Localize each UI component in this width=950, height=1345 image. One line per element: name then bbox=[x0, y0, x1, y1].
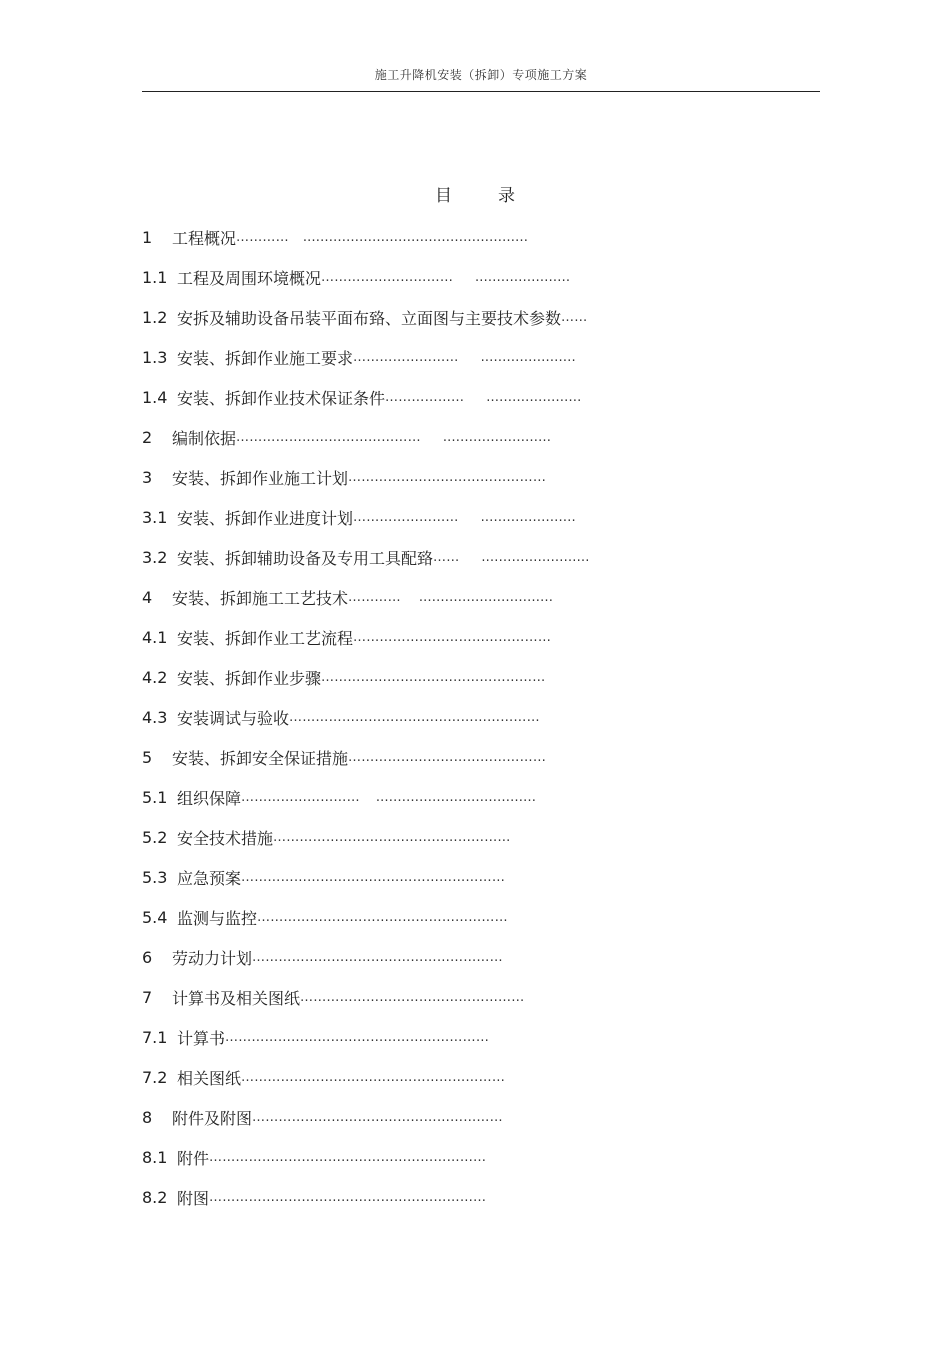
toc-leader-dots: ……………………… bbox=[241, 789, 360, 805]
toc-leader-dots-continued: .………………………… bbox=[418, 589, 553, 605]
toc-entry-label: 劳动力计划 bbox=[172, 948, 253, 968]
toc-leader-dots-continued: .………………… bbox=[486, 389, 582, 405]
toc-entry[interactable] bbox=[142, 497, 702, 537]
table-of-contents bbox=[142, 217, 702, 1217]
toc-entry-label: 安装、拆卸作业进度计划 bbox=[177, 508, 354, 528]
toc-entry-label: 安装调试与验收 bbox=[177, 708, 290, 728]
toc-entry-label: 安装、拆卸作业施工要求 bbox=[177, 348, 354, 368]
toc-leader-dots: ………… bbox=[348, 589, 401, 605]
toc-leader-dots: ………………………………………………… bbox=[257, 909, 508, 925]
toc-entry[interactable] bbox=[142, 737, 702, 777]
toc-entry-number: 1 bbox=[142, 227, 153, 247]
toc-leader-dots: …… bbox=[433, 549, 460, 565]
toc-entry-label: 安装、拆卸安全保证措施 bbox=[172, 748, 349, 768]
toc-leader-dots: …………………………………………………… bbox=[241, 869, 506, 885]
toc-entry[interactable] bbox=[142, 1097, 702, 1137]
toc-leader-dots-continued: .…………………… bbox=[481, 549, 590, 565]
toc-entry-label: 安装、拆卸辅助设备及专用工具配臵 bbox=[177, 548, 434, 568]
toc-entry-number: 5.4 bbox=[142, 907, 168, 927]
toc-entry[interactable] bbox=[142, 697, 702, 737]
toc-entry[interactable] bbox=[142, 297, 702, 337]
toc-leader-dots: …………………………………… bbox=[236, 429, 421, 445]
toc-leader-dots-continued: .……………………………… bbox=[375, 789, 536, 805]
toc-leader-dots-continued: .………………… bbox=[475, 269, 571, 285]
toc-entry[interactable] bbox=[142, 1177, 702, 1217]
toc-title-left: 目 bbox=[435, 186, 452, 206]
toc-entry-label: 安装、拆卸作业技术保证条件 bbox=[177, 388, 386, 408]
toc-entry-label: 安装、拆卸作业步骤 bbox=[177, 668, 322, 688]
toc-entry-number: 7.1 bbox=[142, 1027, 168, 1047]
toc-entry-label: 计算书 bbox=[177, 1028, 226, 1048]
toc-leader-dots: ……………… bbox=[385, 389, 465, 405]
toc-entry-number: 8.1 bbox=[142, 1147, 168, 1167]
toc-entry-number: 5.1 bbox=[142, 787, 168, 807]
toc-leader-dots: ………… bbox=[236, 229, 289, 245]
toc-entry[interactable] bbox=[142, 577, 702, 617]
toc-entry-label: 附件 bbox=[177, 1148, 210, 1168]
toc-entry-number: 1.1 bbox=[142, 267, 168, 287]
toc-entry-number: 1.3 bbox=[142, 347, 168, 367]
toc-entry-number: 4 bbox=[142, 587, 153, 607]
toc-leader-dots: ……………………………………………………… bbox=[209, 1149, 487, 1165]
toc-leader-dots: ………………………………………………… bbox=[252, 1109, 503, 1125]
toc-leader-dots: ……………………………………… bbox=[348, 469, 547, 485]
toc-entry[interactable] bbox=[142, 337, 702, 377]
toc-entry[interactable] bbox=[142, 617, 702, 657]
toc-entry[interactable] bbox=[142, 897, 702, 937]
toc-entry[interactable] bbox=[142, 937, 702, 977]
toc-entry-label: 监测与监控 bbox=[177, 908, 258, 928]
toc-entry-number: 8 bbox=[142, 1107, 153, 1127]
toc-entry-number: 4.2 bbox=[142, 667, 168, 687]
toc-entry[interactable] bbox=[142, 1057, 702, 1097]
toc-entry-number: 7 bbox=[142, 987, 153, 1007]
toc-leader-dots: ……………………………………… bbox=[353, 629, 552, 645]
toc-entry[interactable] bbox=[142, 1017, 702, 1057]
toc-entry-number: 1.4 bbox=[142, 387, 168, 407]
toc-leader-dots: ………………………………………………… bbox=[289, 709, 540, 725]
toc-entry[interactable] bbox=[142, 217, 702, 257]
toc-entry[interactable] bbox=[142, 817, 702, 857]
toc-entry-label: 工程概况 bbox=[172, 228, 237, 248]
toc-entry-number: 1.2 bbox=[142, 307, 168, 327]
toc-leader-dots: ………………………………………………… bbox=[252, 949, 503, 965]
toc-leader-dots: ……………………………………………… bbox=[273, 829, 511, 845]
toc-entry-label: 组织保障 bbox=[177, 788, 242, 808]
header-rule bbox=[142, 91, 820, 92]
toc-leader-dots: …………………… bbox=[353, 509, 459, 525]
toc-entry[interactable] bbox=[142, 537, 702, 577]
toc-title-right: 录 bbox=[498, 186, 515, 206]
toc-leader-dots-continued: .…………………… bbox=[442, 429, 551, 445]
toc-leader-dots: ……………………………………… bbox=[348, 749, 547, 765]
toc-entry-label: 安装、拆卸作业施工计划 bbox=[172, 468, 349, 488]
toc-entry-number: 4.1 bbox=[142, 627, 168, 647]
toc-entry-number: 3.2 bbox=[142, 547, 168, 567]
toc-leader-dots: ………………………… bbox=[321, 269, 454, 285]
toc-title bbox=[0, 181, 950, 206]
toc-leader-dots-continued: .………………… bbox=[480, 349, 576, 365]
toc-entry-label: 附件及附图 bbox=[172, 1108, 253, 1128]
toc-entry-number: 3 bbox=[142, 467, 153, 487]
toc-entry[interactable] bbox=[142, 977, 702, 1017]
toc-entry[interactable] bbox=[142, 657, 702, 697]
toc-leader-dots: …………………… bbox=[353, 349, 459, 365]
toc-entry[interactable] bbox=[142, 257, 702, 297]
toc-leader-dots: …………………………………………… bbox=[321, 669, 546, 685]
toc-leader-dots-continued: .…………………………………………… bbox=[302, 229, 528, 245]
toc-entry[interactable] bbox=[142, 1137, 702, 1177]
toc-entry-label: 计算书及相关图纸 bbox=[172, 988, 301, 1008]
toc-entry-number: 7.2 bbox=[142, 1067, 168, 1087]
toc-entry-label: 安装、拆卸施工工艺技术 bbox=[172, 588, 349, 608]
toc-entry-label: 安拆及辅助设备吊装平面布臵、立面图与主要技术参数 bbox=[177, 308, 562, 328]
toc-entry-label: 安全技术措施 bbox=[177, 828, 274, 848]
toc-leader-dots: …………………………………………… bbox=[300, 989, 525, 1005]
toc-entry[interactable] bbox=[142, 857, 702, 897]
toc-entry-label: 安装、拆卸作业工艺流程 bbox=[177, 628, 354, 648]
toc-entry-number: 5 bbox=[142, 747, 153, 767]
toc-entry-label: 应急预案 bbox=[177, 868, 242, 888]
toc-entry[interactable] bbox=[142, 377, 702, 417]
toc-entry-label: 工程及周围环境概况 bbox=[177, 268, 322, 288]
toc-entry-label: 编制依据 bbox=[172, 428, 237, 448]
toc-entry-number: 2 bbox=[142, 427, 153, 447]
toc-entry-number: 5.3 bbox=[142, 867, 168, 887]
toc-leader-dots-continued: .………………… bbox=[480, 509, 576, 525]
toc-entry-number: 8.2 bbox=[142, 1187, 168, 1207]
toc-entry[interactable] bbox=[142, 457, 702, 497]
toc-leader-dots: …… bbox=[561, 309, 588, 325]
toc-entry-number: 4.3 bbox=[142, 707, 168, 727]
toc-entry-label: 附图 bbox=[177, 1188, 210, 1208]
toc-entry-number: 3.1 bbox=[142, 507, 168, 527]
toc-leader-dots: ……………………………………………………… bbox=[209, 1189, 487, 1205]
running-header: 施工升降机安装（拆卸）专项施工方案 bbox=[374, 68, 588, 82]
toc-leader-dots: …………………………………………………… bbox=[241, 1069, 506, 1085]
toc-entry[interactable] bbox=[142, 417, 702, 457]
toc-leader-dots: …………………………………………………… bbox=[225, 1029, 490, 1045]
toc-entry-number: 5.2 bbox=[142, 827, 168, 847]
toc-entry[interactable] bbox=[142, 777, 702, 817]
toc-entry-number: 6 bbox=[142, 947, 153, 967]
toc-entry-label: 相关图纸 bbox=[177, 1068, 242, 1088]
